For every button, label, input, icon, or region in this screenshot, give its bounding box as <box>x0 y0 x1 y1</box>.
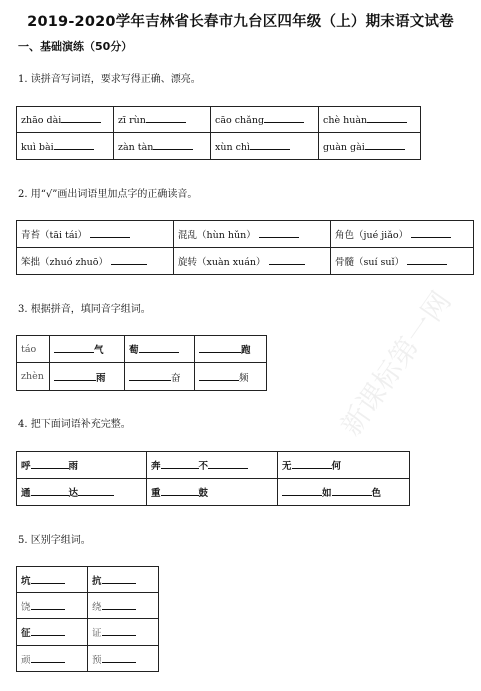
q1-cell[interactable]: cāo chǎng <box>211 107 319 133</box>
watermark: 新课标第一网 <box>334 285 458 442</box>
q5-cell[interactable]: 坑 <box>17 567 88 593</box>
q5-cell[interactable]: 征 <box>17 619 88 646</box>
q3-cell[interactable]: 频 <box>195 363 267 391</box>
q1-cell[interactable]: zhāo dài <box>17 107 114 133</box>
q3-cell[interactable]: 气 <box>50 336 125 363</box>
q3-cell[interactable]: 萄 <box>125 336 195 363</box>
q4-cell[interactable]: 重 鼓 <box>147 479 278 506</box>
question-5-title: 5. 区别字组词。 <box>18 535 91 546</box>
q4-cell[interactable]: 奔 不 <box>147 452 278 479</box>
question-3-table <box>16 335 267 391</box>
q5-cell[interactable]: 绕 <box>88 593 159 619</box>
q1-cell[interactable]: xùn chì <box>211 133 319 160</box>
q5-cell[interactable]: 抗 <box>88 567 159 593</box>
section-heading: 一、基础演练（50分） <box>18 40 133 53</box>
question-1-title: 1. 读拼音写词语，要求写得正确、漂亮。 <box>18 74 201 85</box>
q1-cell[interactable]: guàn gài <box>319 133 421 160</box>
q5-cell[interactable]: 证 <box>88 619 159 646</box>
q4-cell[interactable]: 呼 雨 <box>17 452 147 479</box>
question-3-title: 3. 根据拼音，填同音字组词。 <box>18 304 151 315</box>
q4-cell[interactable]: 无 何 <box>278 452 410 479</box>
question-5-table <box>16 566 159 672</box>
q2-cell[interactable]: 笨拙（zhuó zhuō） <box>17 248 174 275</box>
q4-cell[interactable]: 通 达 <box>17 479 147 506</box>
q3-cell[interactable]: 雨 <box>50 363 125 391</box>
q2-cell[interactable]: 混乱（hùn hǔn） <box>174 221 331 248</box>
q1-cell[interactable]: zī rùn <box>114 107 211 133</box>
q5-cell[interactable]: 饶 <box>17 593 88 619</box>
question-4-table <box>16 451 410 506</box>
q5-cell[interactable]: 预 <box>88 646 159 672</box>
q2-cell[interactable]: 骨髓（suí suǐ） <box>331 248 474 275</box>
q2-cell[interactable]: 旋转（xuàn xuán） <box>174 248 331 275</box>
q2-cell[interactable]: 角色（jué jiǎo） <box>331 221 474 248</box>
question-2-table <box>16 220 474 275</box>
q3-cell[interactable]: 跑 <box>195 336 267 363</box>
q1-cell[interactable]: zàn tàn <box>114 133 211 160</box>
q3-pinyin: táo <box>17 336 50 363</box>
question-2-title: 2. 用“√”画出词语里加点字的正确读音。 <box>18 189 198 200</box>
question-4-title: 4. 把下面词语补充完整。 <box>18 419 131 430</box>
q1-cell[interactable]: chè huàn <box>319 107 421 133</box>
page-title: 2019-2020学年吉林省长春市九台区四年级（上）期末语文试卷 <box>27 14 454 30</box>
q3-pinyin: zhèn <box>17 363 50 391</box>
q2-cell[interactable]: 青苔（tāi tái） <box>17 221 174 248</box>
q4-cell[interactable]: 如 色 <box>278 479 410 506</box>
q5-cell[interactable]: 顽 <box>17 646 88 672</box>
q1-cell[interactable]: kuì bài <box>17 133 114 160</box>
q3-cell[interactable]: 奋 <box>125 363 195 391</box>
question-1-table <box>16 106 421 160</box>
